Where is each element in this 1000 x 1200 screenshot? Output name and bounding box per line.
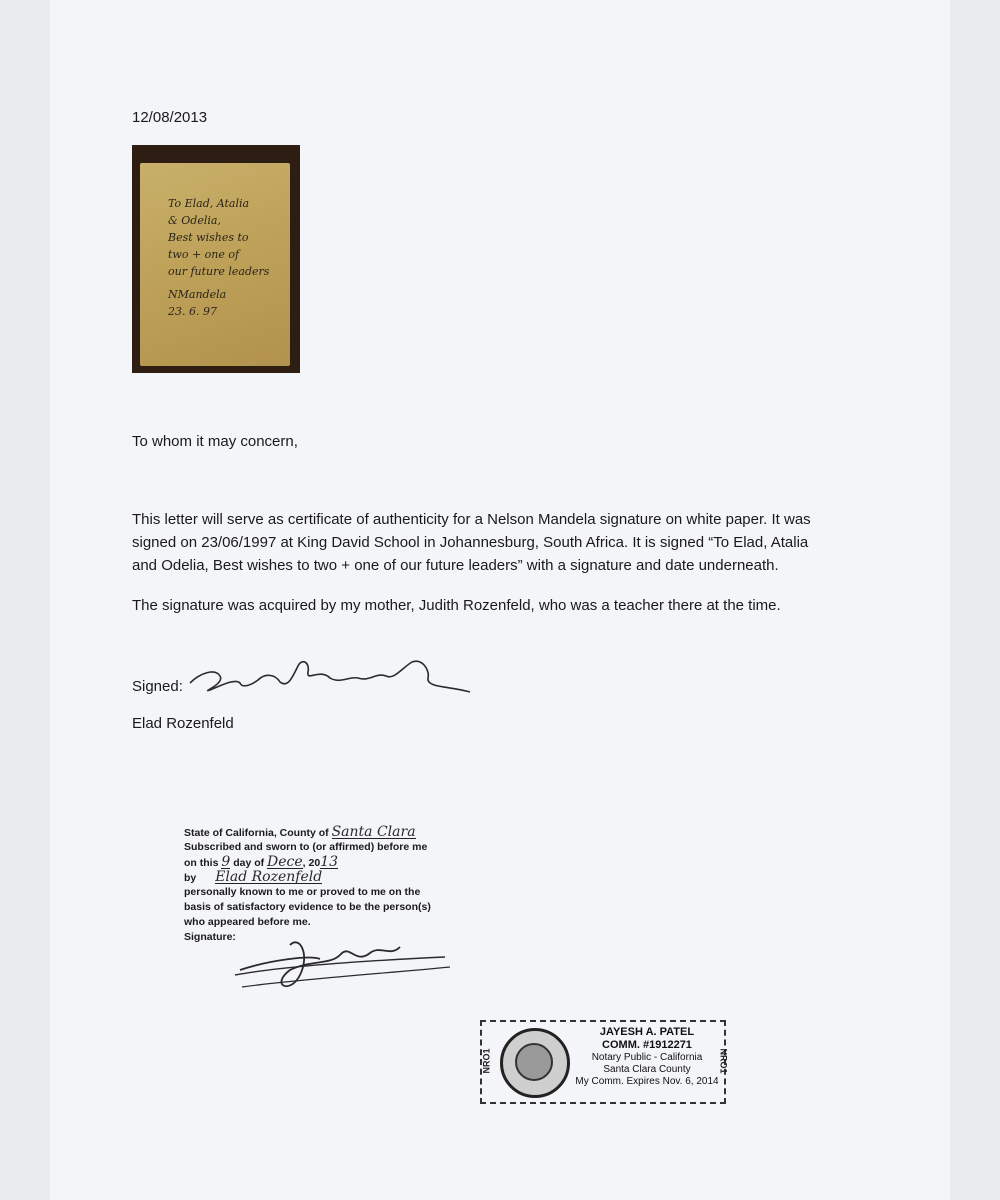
jurat-day: 9 — [221, 854, 231, 870]
jurat-month: Dece — [267, 854, 303, 870]
jurat-by-label: by — [184, 872, 197, 884]
note-line: NMandela — [168, 288, 227, 301]
notary-name: JAYESH A. PATEL — [599, 1026, 695, 1038]
signed-label: Signed: — [132, 678, 183, 695]
notary-comm: COMM. #1912271 — [602, 1039, 692, 1051]
jurat-line-basis: basis of satisfactory evidence to be the person(s) — [184, 901, 431, 913]
handwritten-signature — [180, 648, 480, 708]
body-paragraph-2: The signature was acquired by my mother, Judith Rozenfeld, who was a teacher there at the time. — [132, 597, 781, 614]
note-line: our future leaders — [168, 265, 270, 278]
jurat-year-prefix: , 20 — [302, 857, 321, 869]
notary-stamp — [480, 1020, 729, 1104]
body-paragraph-1: This letter will serve as certificate of authenticity for a Nelson Mandela signature on white paper. It was signed on 23/06/1997 at King David School in Johannesburg, South Africa. It is signed “To Elad, Atalia and Odelia, Best wishes to two + one of our future leaders” with a signature and date underneath. — [132, 511, 811, 574]
note-line: 23. 6. 97 — [168, 305, 217, 318]
jurat-signature-label: Signature: — [184, 931, 236, 943]
notary-expires: My Comm. Expires Nov. 6, 2014 — [575, 1076, 719, 1087]
stamp-side-code-left: NRO1 — [481, 1048, 492, 1074]
jurat-on-this: on this — [184, 857, 219, 869]
note-line: two + one of — [168, 248, 240, 261]
notary-title: Notary Public - California — [591, 1052, 703, 1063]
notary-signature — [230, 925, 460, 1000]
jurat-county-value: Santa Clara — [331, 824, 416, 840]
stamp-info — [572, 1026, 722, 1088]
jurat-line-subscribed: Subscribed and sworn to (or affirmed) before me — [184, 841, 428, 853]
note-line: Best wishes to — [168, 231, 249, 244]
signer-name: Elad Rozenfeld — [132, 715, 234, 732]
greeting: To whom it may concern, — [132, 433, 298, 450]
jurat-line-personally: personally known to me or proved to me on the — [184, 886, 421, 898]
jurat-county-label: State of California, County of — [184, 827, 329, 839]
note-line: & Odelia, — [168, 214, 221, 227]
jurat-line-appeared: who appeared before me. — [184, 916, 311, 928]
jurat-day-of: day of — [233, 857, 265, 869]
signed-note-photo — [132, 145, 300, 373]
notary-county: Santa Clara County — [603, 1064, 691, 1075]
stamp-side-code-right: NRO1 — [718, 1048, 729, 1074]
jurat-year: 13 — [320, 854, 339, 870]
jurat-by-value: Elad Rozenfeld — [215, 869, 323, 885]
state-seal-icon — [500, 1028, 570, 1098]
note-handwriting — [168, 195, 288, 320]
letter-date: 12/08/2013 — [132, 109, 208, 126]
note-line: To Elad, Atalia — [168, 197, 250, 210]
